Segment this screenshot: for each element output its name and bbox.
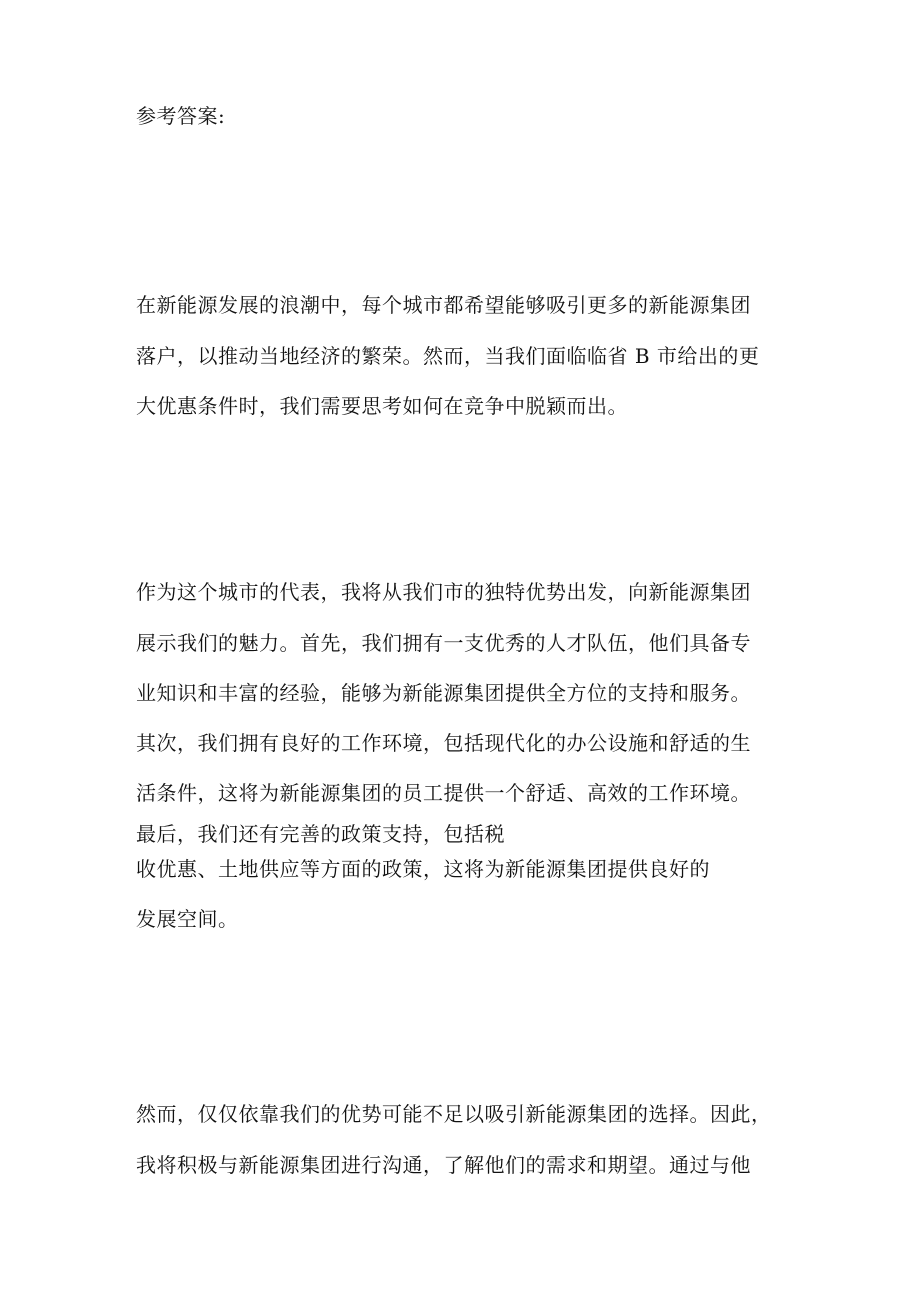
paragraph-1-line-3: 大优惠条件时，我们需要思考如何在竞争中脱颖而出。 xyxy=(136,394,628,418)
paragraph-2-line-8: 发展空间。 xyxy=(136,907,239,931)
paragraph-2-line-4: 其次，我们拥有良好的工作环境，包括现代化的办公设施和舒适的生 xyxy=(136,731,751,755)
paragraph-2-line-5: 活条件，这将为新能源集团的员工提供一个舒适、高效的工作环境。 xyxy=(136,781,751,805)
paragraph-3-line-1: 然而，仅仅依靠我们的优势可能不足以吸引新能源集团的选择。因此， xyxy=(136,1102,772,1126)
answer-heading: 参考答案: xyxy=(136,104,226,128)
paragraph-2-line-6: 最后，我们还有完善的政策支持，包括税 xyxy=(136,822,505,846)
paragraph-2-line-7: 收优惠、土地供应等方面的政策，这将为新能源集团提供良好的 xyxy=(136,857,710,881)
paragraph-3-line-2: 我将积极与新能源集团进行沟通，了解他们的需求和期望。通过与他 xyxy=(136,1153,751,1177)
paragraph-2-line-1: 作为这个城市的代表，我将从我们市的独特优势出发，向新能源集团 xyxy=(136,580,751,604)
paragraph-1-line-1: 在新能源发展的浪潮中，每个城市都希望能够吸引更多的新能源集团 xyxy=(136,293,751,317)
paragraph-1-line-2: 落户，以推动当地经济的繁荣。然而，当我们面临临省 B 市给出的更 xyxy=(136,344,760,368)
paragraph-2-line-2: 展示我们的魅力。首先，我们拥有一支优秀的人才队伍，他们具备专 xyxy=(136,631,751,655)
paragraph-2-line-3: 业知识和丰富的经验，能够为新能源集团提供全方位的支持和服务。 xyxy=(136,681,751,705)
